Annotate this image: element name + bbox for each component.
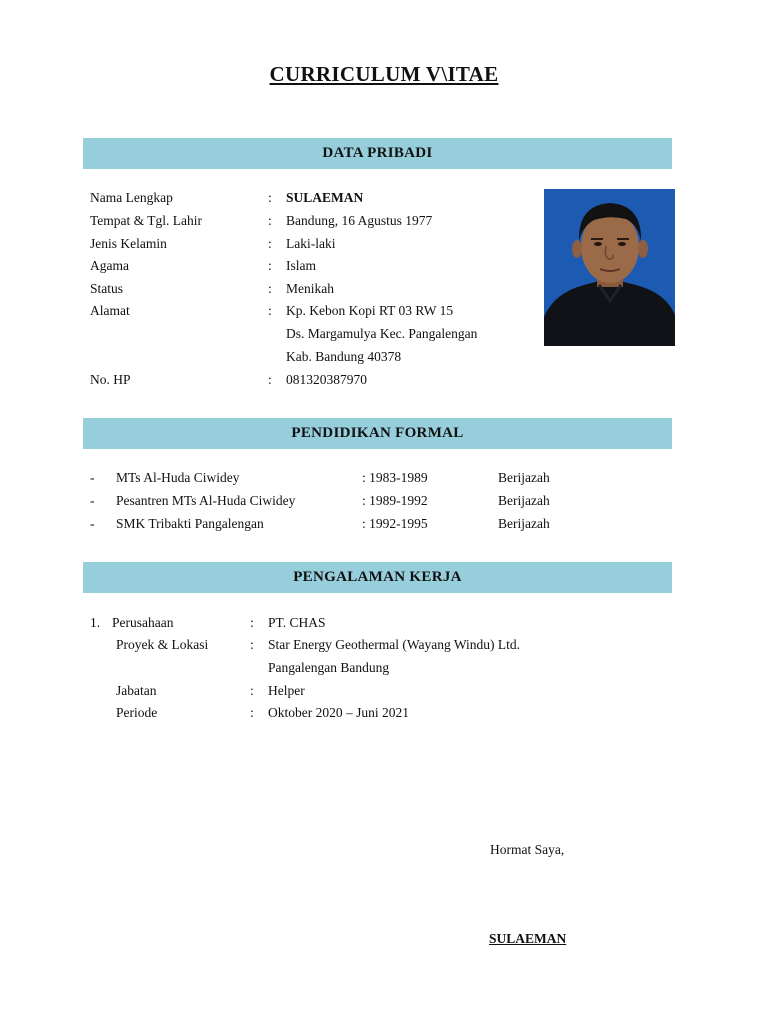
personal-label: Nama Lengkap <box>90 190 173 205</box>
personal-label: No. HP <box>90 372 131 387</box>
personal-value: Menikah <box>286 281 334 296</box>
personal-value: SULAEMAN <box>286 190 364 205</box>
work-label: Periode <box>116 705 158 720</box>
colon: : <box>268 213 272 228</box>
section-header-personal <box>83 138 672 169</box>
work-row <box>90 702 610 725</box>
personal-row <box>90 187 530 210</box>
education-note: Berijazah <box>498 493 550 508</box>
education-row <box>90 490 590 513</box>
work-label: Perusahaan <box>112 615 174 630</box>
work-value: Star Energy Geothermal (Wayang Windu) Ltd. <box>268 637 521 652</box>
colon: : <box>268 303 272 318</box>
personal-value: 081320387970 <box>286 372 367 387</box>
section-header-work <box>83 562 672 593</box>
personal-row <box>90 346 530 369</box>
education-years: : 1992-1995 <box>362 516 428 531</box>
work-row <box>90 680 610 703</box>
work-value: Oktober 2020 – Juni 2021 <box>268 705 409 720</box>
personal-row <box>90 278 530 301</box>
personal-label: Agama <box>90 258 129 273</box>
personal-row <box>90 323 530 346</box>
colon: : <box>268 190 272 205</box>
personal-label: Status <box>90 281 124 296</box>
section-header-education <box>83 418 672 449</box>
personal-value: Kab. Bandung 40378 <box>286 349 402 364</box>
personal-label: Tempat & Tgl. Lahir <box>90 213 203 228</box>
education-years: : 1989-1992 <box>362 493 428 508</box>
personal-label: Jenis Kelamin <box>90 236 167 251</box>
personal-row <box>90 255 530 278</box>
education-years: : 1983-1989 <box>362 470 428 485</box>
personal-value: Kp. Kebon Kopi RT 03 RW 15 <box>286 303 454 318</box>
profile-photo <box>544 189 675 346</box>
colon: : <box>268 281 272 296</box>
personal-label: Alamat <box>90 303 130 318</box>
closing-text: Hormat Saya, <box>490 842 565 857</box>
education-note: Berijazah <box>498 516 550 531</box>
education-row <box>90 513 590 536</box>
signature-name: SULAEMAN <box>489 931 567 946</box>
personal-value: Laki-laki <box>286 236 336 251</box>
colon: : <box>250 615 254 630</box>
work-label: Jabatan <box>116 683 157 698</box>
personal-value: Bandung, 16 Agustus 1977 <box>286 213 433 228</box>
personal-row <box>90 210 530 233</box>
personal-row <box>90 369 530 392</box>
work-label: Proyek & Lokasi <box>116 637 209 652</box>
work-row <box>90 657 610 680</box>
section-header-label: PENDIDIKAN FORMAL <box>291 425 464 441</box>
colon: : <box>250 705 254 720</box>
document-title: CURRICULUM V\ITAE <box>269 62 499 86</box>
education-school: SMK Tribakti Pangalengan <box>116 516 264 531</box>
work-value: Helper <box>268 683 305 698</box>
work-value: PT. CHAS <box>268 615 326 630</box>
colon: : <box>250 683 254 698</box>
bullet: - <box>90 493 95 508</box>
work-number: 1. <box>90 615 101 630</box>
colon: : <box>268 236 272 251</box>
work-row <box>90 634 610 657</box>
education-row <box>90 467 590 490</box>
education-school: MTs Al-Huda Ciwidey <box>116 470 240 485</box>
education-note: Berijazah <box>498 470 550 485</box>
personal-value: Islam <box>286 258 316 273</box>
section-header-label: DATA PRIBADI <box>322 145 433 161</box>
colon: : <box>250 637 254 652</box>
education-school: Pesantren MTs Al-Huda Ciwidey <box>116 493 296 508</box>
work-row <box>90 612 610 635</box>
bullet: - <box>90 516 95 531</box>
personal-row <box>90 300 530 323</box>
work-value: Pangalengan Bandung <box>268 660 390 675</box>
section-header-label: PENGALAMAN KERJA <box>293 569 462 585</box>
colon: : <box>268 258 272 273</box>
colon: : <box>268 372 272 387</box>
personal-row <box>90 233 530 256</box>
personal-value: Ds. Margamulya Kec. Pangalengan <box>286 326 478 341</box>
bullet: - <box>90 470 95 485</box>
